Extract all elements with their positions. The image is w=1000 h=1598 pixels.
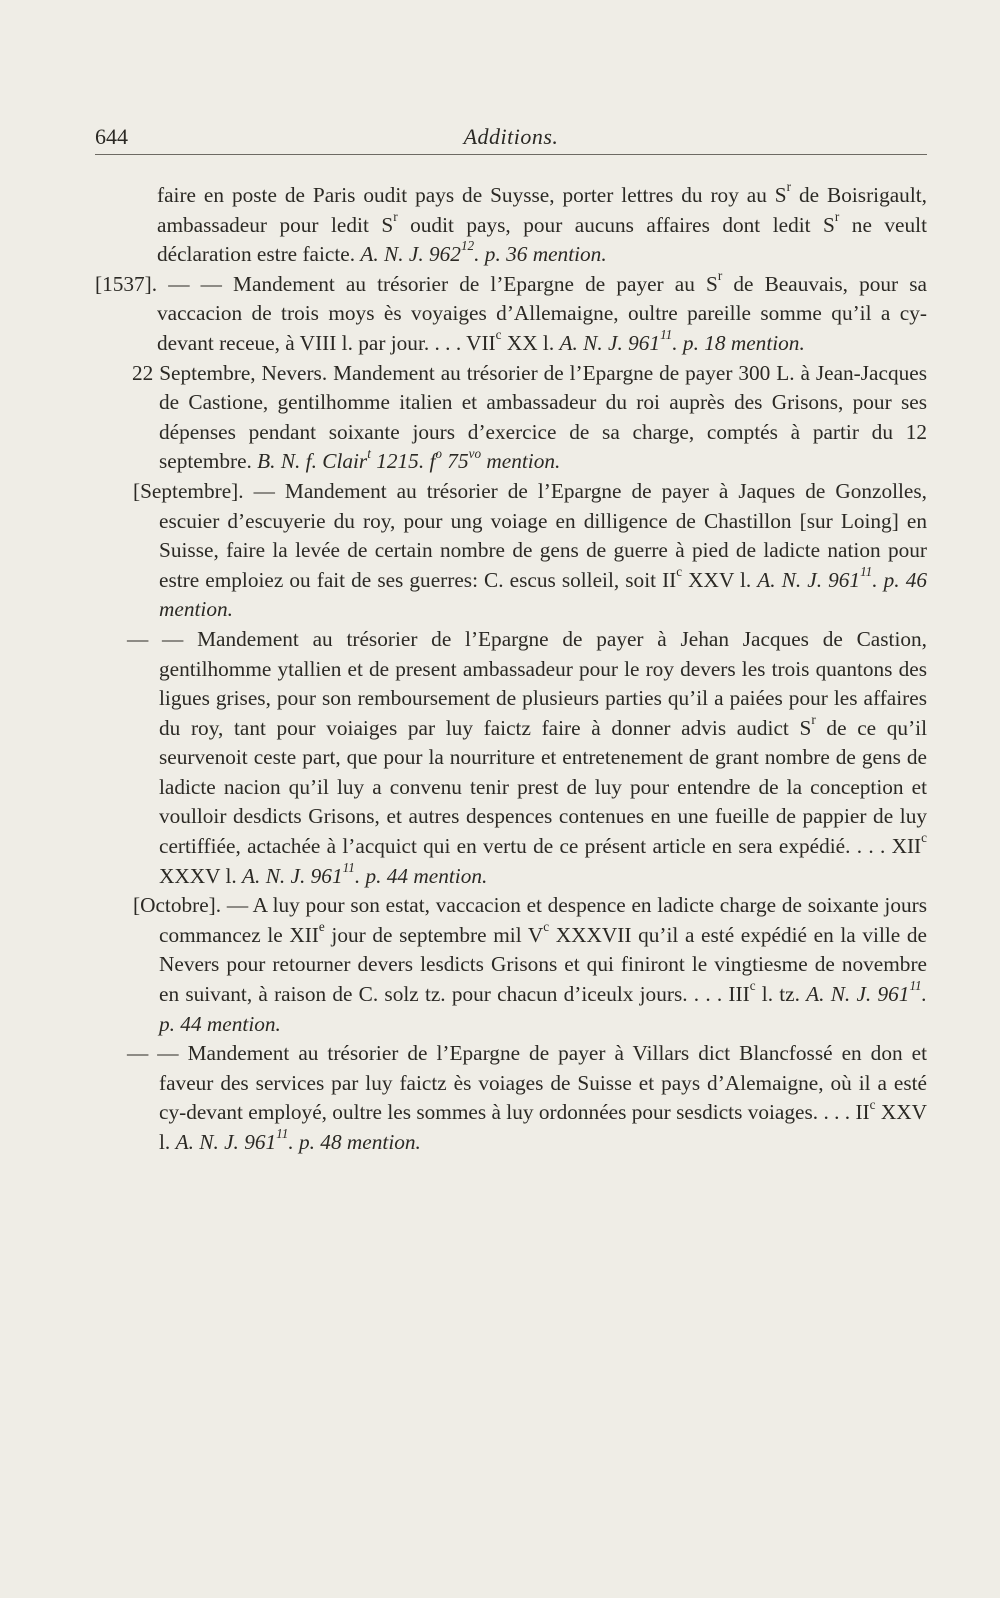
page-header	[95, 124, 927, 155]
archive-reference: A. N. J. $961^{11}$. p. 18 mention.	[559, 327, 805, 355]
entry-septembre: [Septembre]. — Mandement au trésorier de l’Epargne de payer à Jaques de Gonzolles, escuier d’escuyerie du roy, pour ung voiage en dilligence de Chastillon [sur Loing] en Suisse, faire la levée de certain nombre de gens de guerre à pied de ladicte nation pour estre emploiez ou fait de ses guerres: C. escus solleil, soit $II^c$ XXV l. A. N. J. $961^{11}$. p. 46 mention.	[133, 478, 927, 622]
running-title: Additions.	[463, 124, 559, 149]
archive-reference: B. N. f. Clair$^t$ 1215. $f^o$ $75^{vo}$ mention.	[257, 445, 561, 474]
entry-1537: [1537]. — — Mandement au trésorier de l’Epargne de payer au $S^r$ de Beauvais, pour sa vaccacion de trois moys ès voyaiges d’Allemaigne, oultre pareille somme qu’il a cy-devant receue, à VIII l. par jour. . . . VII$^c$ XX l. A. N. J. $961^{11}$. p. 18 mention.	[95, 268, 927, 355]
page-number: 644	[95, 124, 128, 149]
archive-reference: A. N. J. $961^{11}$. p. 44 mention.	[159, 978, 927, 1036]
archive-reference: A. N. J. $961^{11}$. p. 48 mention.	[175, 1126, 421, 1154]
archive-reference: A. N. J. $962^{12}$. p. 36 mention.	[360, 238, 607, 267]
entry-villars: — — Mandement au trésorier de l’Epargne de payer à Villars dict Blancfossé en don et faveur des services par luy faictz ès voiages de Suisse et pays d’Alemaigne, où il a esté cy-devant employé, oultre les sommes à luy ordonnées pour sesdicts voiages. . . . $II^c$ XXV l. A. N. J. $961^{11}$. p. 48 mention.	[127, 1041, 927, 1154]
entry-22-septembre: 22 Septembre, Nevers. Mandement au trésorier de l’Epargne de payer 300 L. à Jean-Jacques de Castione, gentilhomme italien et ambassadeur du roi auprès des Grisons, pour ses dépenses pendant soixante jours d’exercice de sa charge, comptés à partir du 12 septembre. B. N. f. Clair$^t$ 1215. $f^o$ $75^{vo}$ mention.	[132, 360, 927, 474]
text-body	[95, 181, 927, 1158]
archive-reference: A. N. J. $961^{11}$. p. 44 mention.	[242, 859, 488, 888]
paragraph-continuation: faire en poste de Paris oudit pays de Suysse, porter lettres du roy au $S^r$ de Boisrigault, ambassadeur pour ledit $S^r$ oudit pays, pour aucuns affaires dont ledit $S^r$ ne veult déclaration estre faicte. A. N. J. $962^{12}$. p. 36 mention.	[157, 179, 927, 267]
archive-reference: A. N. J. $961^{11}$. p. 46 mention.	[159, 563, 927, 622]
entry-castion: — — Mandement au trésorier de l’Epargne de payer à Jehan Jacques de Castion, gentilhomme ytallien et de present ambassadeur pour le roy devers les trois quantons des ligues grises, pour son remboursement de plusieurs parties qu’il a paiées pour les affaires du roy, tant pour voiaiges par luy faictz faire à donner advis audict $S^r$ de ce qu’il seurvenoit ceste part, que pour la nourriture et entretenement de grant nombre de gens de ladicte nacion qu’il luy a convenu tenir prest de luy pour entendre de la conception et voulloir desdicts Grisons, et autres despences contenues en une fueille de pappier de luy certiffiée, actachée à l’acquict qui en vertu de ce présent article en sera expédié. . . . XII$^c$ XXXV l. A. N. J. $961^{11}$. p. 44 mention.	[127, 626, 927, 888]
entry-octobre: [Octobre]. — A luy pour son estat, vaccacion et despence en ladicte charge de soixante jours commancez le XIIe jour de septembre mil $V^c$ XXXVII qu’il a esté expédié en la ville de Nevers pour retourner devers lesdicts Grisons et qui finiront le vingtiesme de novembre en suivant, à raison de C. solz tz. pour chacun d’iceulx jours. . . . III$^c$ l. tz. A. N. J. $961^{11}$. p. 44 mention.	[133, 893, 927, 1036]
